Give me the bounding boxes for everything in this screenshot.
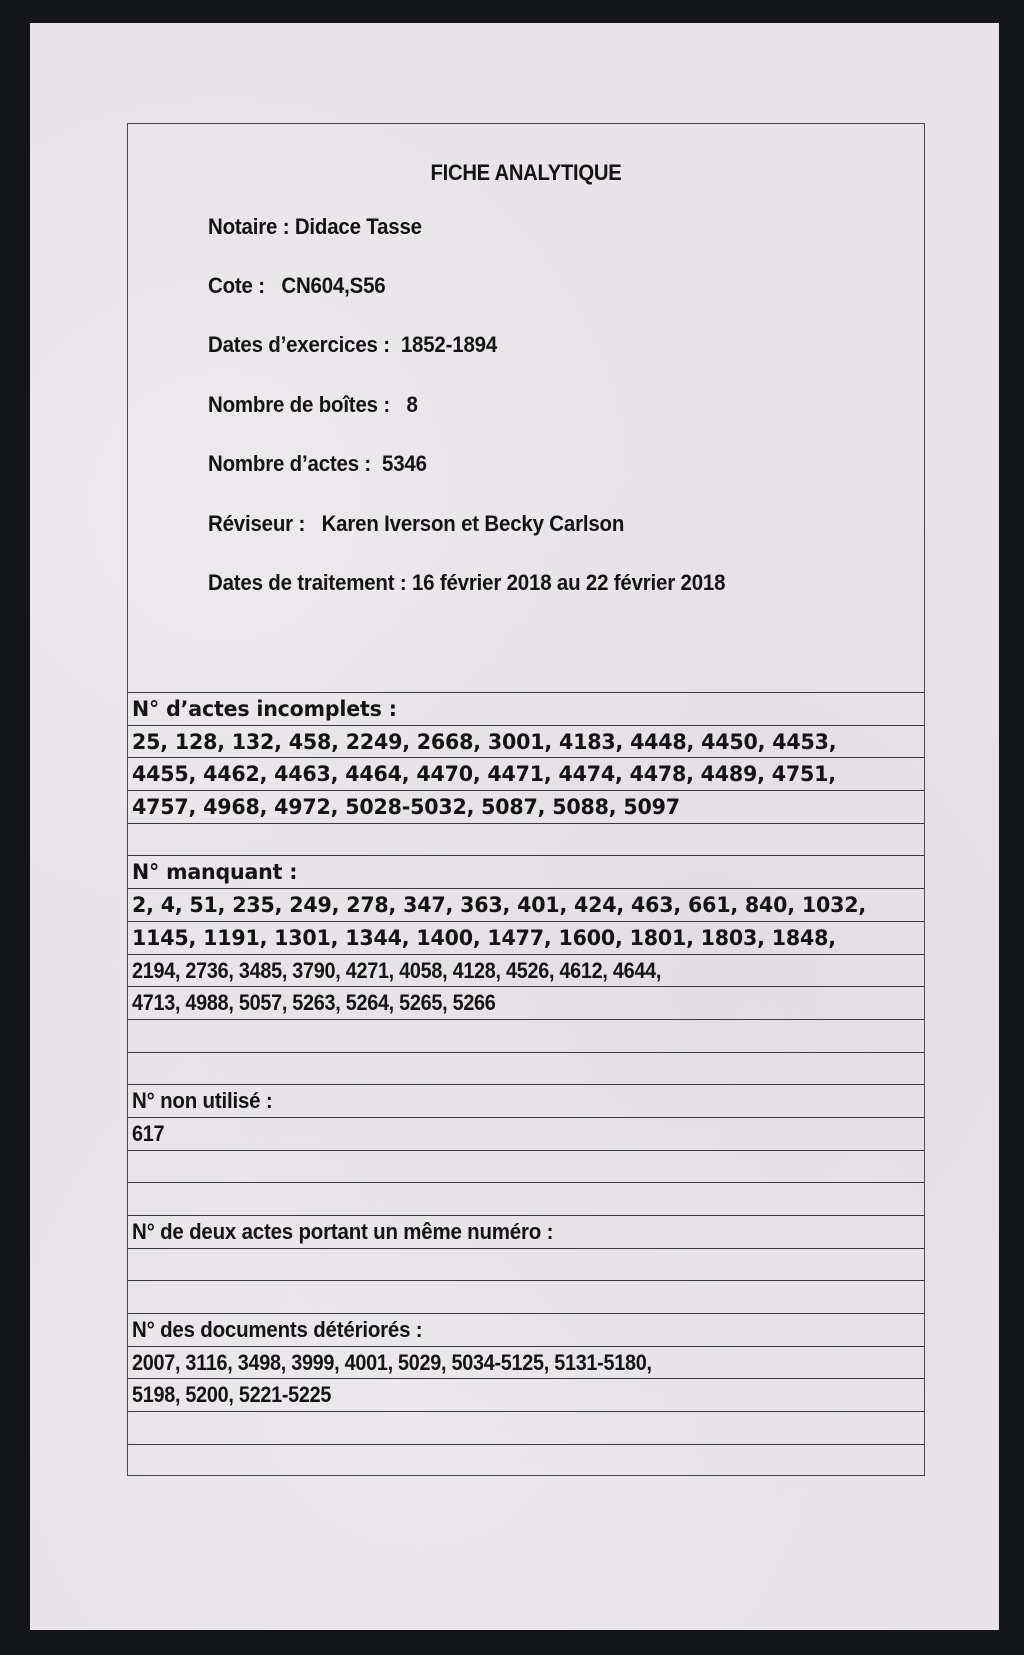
list-line: 617 <box>128 1117 924 1150</box>
field-value: 16 février 2018 au 22 février 2018 <box>411 570 726 595</box>
field-label: Nombre d’actes : <box>208 451 383 476</box>
empty-line <box>128 1280 924 1313</box>
empty-line <box>128 1248 924 1281</box>
field-nombre-boites <box>208 392 418 418</box>
field-cote <box>208 273 385 299</box>
scanned-page <box>30 23 999 1630</box>
field-nombre-actes <box>208 451 427 477</box>
list-line: 4757, 4968, 4972, 5028-5032, 5087, 5088, 5097 <box>128 790 924 823</box>
empty-line <box>128 1182 924 1215</box>
field-value: Karen Iverson et Becky Carlson <box>321 511 625 536</box>
field-label: Dates de traitement : <box>208 570 412 595</box>
empty-line <box>128 1150 924 1183</box>
field-value: 1852-1894 <box>400 332 498 357</box>
field-label: Réviseur : <box>208 511 322 536</box>
section-heading-actes-incomplets: N° d’actes incomplets : <box>128 692 924 725</box>
empty-line <box>128 823 924 856</box>
field-label: Nombre de boîtes : <box>208 392 407 417</box>
form-frame <box>127 123 925 1476</box>
field-value: Didace Tasse <box>294 214 422 239</box>
list-line: 5198, 5200, 5221-5225 <box>128 1378 924 1411</box>
list-line: 25, 128, 132, 458, 2249, 2668, 3001, 4183, 4448, 4450, 4453, <box>128 725 924 758</box>
field-label: Dates d’exercices : <box>208 332 401 357</box>
form-header <box>128 124 924 692</box>
field-value: 8 <box>406 392 418 417</box>
list-line: 4713, 4988, 5057, 5263, 5264, 5265, 5266 <box>128 986 924 1019</box>
document-title: FICHE ANALYTIQUE <box>430 160 622 185</box>
field-notaire <box>208 214 422 240</box>
field-label: Cote : <box>208 273 282 298</box>
empty-line <box>128 1052 924 1085</box>
section-heading-meme-numero: N° de deux actes portant un même numéro : <box>128 1215 924 1248</box>
list-line: 1145, 1191, 1301, 1344, 1400, 1477, 1600, 1801, 1803, 1848, <box>128 921 924 954</box>
empty-line <box>128 1411 924 1444</box>
field-reviseur <box>208 511 624 537</box>
section-heading-deteriores: N° des documents détériorés : <box>128 1313 924 1346</box>
field-dates-traitement <box>208 570 725 596</box>
list-line: 2194, 2736, 3485, 3790, 4271, 4058, 4128, 4526, 4612, 4644, <box>128 954 924 987</box>
empty-line <box>128 1444 924 1477</box>
empty-line <box>128 1019 924 1052</box>
list-line: 2007, 3116, 3498, 3999, 4001, 5029, 5034-5125, 5131-5180, <box>128 1346 924 1379</box>
field-dates-exercices <box>208 332 497 358</box>
list-line: 2, 4, 51, 235, 249, 278, 347, 363, 401, 424, 463, 661, 840, 1032, <box>128 888 924 921</box>
section-heading-manquant: N° manquant : <box>128 855 924 888</box>
field-value: CN604,S56 <box>281 273 386 298</box>
field-label: Notaire : <box>208 214 295 239</box>
form-rows <box>128 692 924 1477</box>
list-line: 4455, 4462, 4463, 4464, 4470, 4471, 4474, 4478, 4489, 4751, <box>128 757 924 790</box>
section-heading-non-utilise: N° non utilisé : <box>128 1084 924 1117</box>
field-value: 5346 <box>382 451 427 476</box>
